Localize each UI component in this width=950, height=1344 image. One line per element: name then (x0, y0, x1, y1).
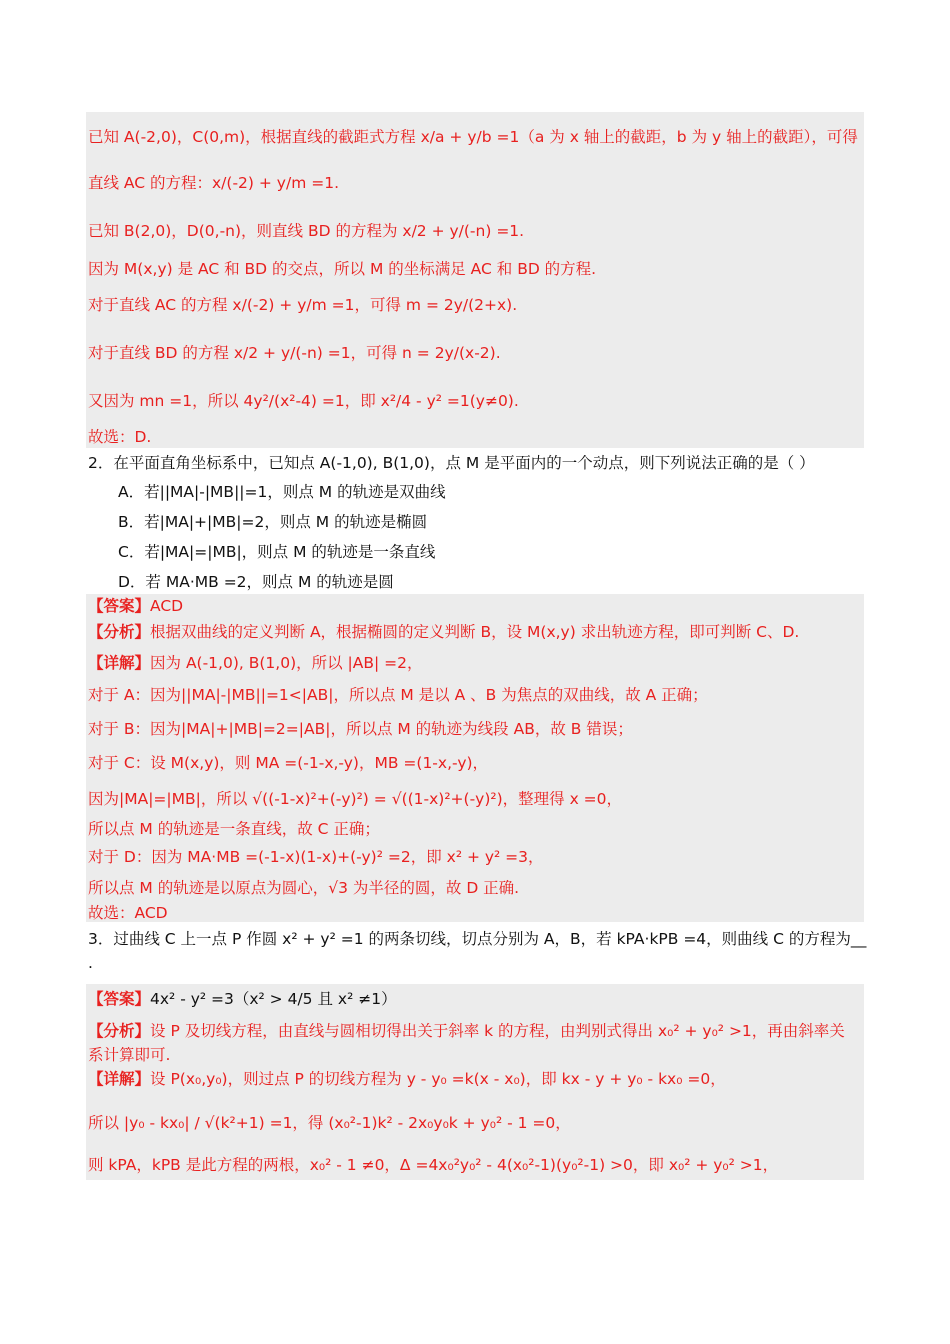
q3-analysis-line (88, 1020, 864, 1042)
q2-detail-line (88, 652, 864, 674)
q2-choice: 故选：ACD (88, 904, 168, 922)
q3-detail-line (88, 1068, 864, 1090)
answer-text: ACD (150, 597, 184, 615)
q2-stem: 2．在平面直角坐标系中，已知点 A(-1,0), B(1,0)，点 M 是平面内的一个动点，则下列说法正确的是（ ） (88, 454, 815, 472)
answer-text: 4x² - y² =3（x² > 4/5 且 x² ≠1） (150, 990, 397, 1008)
q2-analysis-line (88, 621, 864, 643)
q3-stem-end: . (88, 954, 93, 972)
prev-line-8: 故选：D. (88, 428, 152, 446)
detail-text: 因为 A(-1,0), B(1,0)，所以 |AB| =2， (150, 654, 423, 672)
q3-stem: 3．过曲线 C 上一点 P 作圆 x² + y² =1 的两条切线，切点分别为 A，B，若 kPA·kPB =4，则曲线 C 的方程为__ (88, 930, 867, 948)
q2-detail-c: 对于 C：设 M(x,y)，则 MA =(-1-x,-y)，MB =(1-x,-y)， (88, 754, 489, 772)
q2-detail-c-eq: 因为|MA|=|MB|，所以 √((-1-x)²+(-y)²) = √((1-x)²+(-y)²)，整理得 x =0， (88, 790, 623, 808)
q3-detail-2: 则 kPA，kPB 是此方程的两根，x₀² - 1 ≠0，Δ =4x₀²y₀² - 4(x₀²-1)(y₀²-1) >0，即 x₀² + y₀² >1， (88, 1156, 779, 1174)
prev-line-3: 已知 B(2,0)，D(0,-n)，则直线 BD 的方程为 x/2 + y/(-n) =1. (88, 222, 525, 240)
answer-tag: 【答案】 (88, 990, 151, 1008)
q2-option-a: A．若||MA|-|MB||=1，则点 M 的轨迹是双曲线 (118, 483, 446, 501)
prev-line-2: 直线 AC 的方程：x/(-2) + y/m =1. (88, 174, 339, 192)
q3-analysis-line-2: 系计算即可. (88, 1046, 171, 1064)
q2-detail-d: 对于 D：因为 MA·MB =(-1-x)(1-x)+(-y)² =2，即 x² + y² =3， (88, 848, 544, 866)
q2-detail-d-conclusion: 所以点 M 的轨迹是以原点为圆心，√3 为半径的圆，故 D 正确. (88, 879, 520, 897)
analysis-tag: 【分析】 (88, 1022, 151, 1040)
q2-option-d: D．若 MA·MB =2，则点 M 的轨迹是圆 (118, 573, 394, 591)
q2-answer-line (88, 595, 864, 617)
q3-answer-line (88, 988, 864, 1010)
analysis-text: 设 P 及切线方程，由直线与圆相切得出关于斜率 k 的方程，由判别式得出 x₀² + y₀² >1，再由斜率关 (150, 1022, 845, 1040)
detail-text: 设 P(x₀,y₀)，则过点 P 的切线方程为 y - y₀ =k(x - x₀)，即 kx - y + y₀ - kx₀ =0， (150, 1070, 726, 1088)
q2-detail-c-conclusion: 所以点 M 的轨迹是一条直线，故 C 正确； (88, 820, 380, 838)
analysis-text: 根据双曲线的定义判断 A，根据椭圆的定义判断 B，设 M(x,y) 求出轨迹方程，即可判断 C、D. (150, 623, 800, 641)
q2-option-c: C．若|MA|=|MB|，则点 M 的轨迹是一条直线 (118, 543, 436, 561)
analysis-tag: 【分析】 (88, 623, 151, 641)
prev-line-1: 已知 A(-2,0)，C(0,m)，根据直线的截距式方程 x/a + y/b =1（a 为 x 轴上的截距，b 为 y 轴上的截距），可得 (88, 128, 858, 146)
detail-tag: 【详解】 (88, 1070, 151, 1088)
prev-line-5: 对于直线 AC 的方程 x/(-2) + y/m =1，可得 m = 2y/(2+x). (88, 296, 518, 314)
q2-detail-b: 对于 B：因为|MA|+|MB|=2=|AB|，所以点 M 的轨迹为线段 AB，故 B 错误； (88, 720, 633, 738)
answer-tag: 【答案】 (88, 597, 151, 615)
detail-tag: 【详解】 (88, 654, 151, 672)
q2-detail-a: 对于 A：因为||MA|-|MB||=1<|AB|，所以点 M 是以 A 、B 为焦点的双曲线，故 A 正确； (88, 686, 708, 704)
q3-detail-1: 所以 |y₀ - kx₀| / √(k²+1) =1，得 (x₀²-1)k² - 2x₀y₀k + y₀² - 1 =0， (88, 1114, 571, 1132)
prev-line-7: 又因为 mn =1，所以 4y²/(x²-4) =1，即 x²/4 - y² =1(y≠0). (88, 392, 519, 410)
q2-option-b: B．若|MA|+|MB|=2，则点 M 的轨迹是椭圆 (118, 513, 428, 531)
prev-line-6: 对于直线 BD 的方程 x/2 + y/(-n) =1，可得 n = 2y/(x-2). (88, 344, 501, 362)
prev-line-4: 因为 M(x,y) 是 AC 和 BD 的交点，所以 M 的坐标满足 AC 和 BD 的方程. (88, 260, 597, 278)
